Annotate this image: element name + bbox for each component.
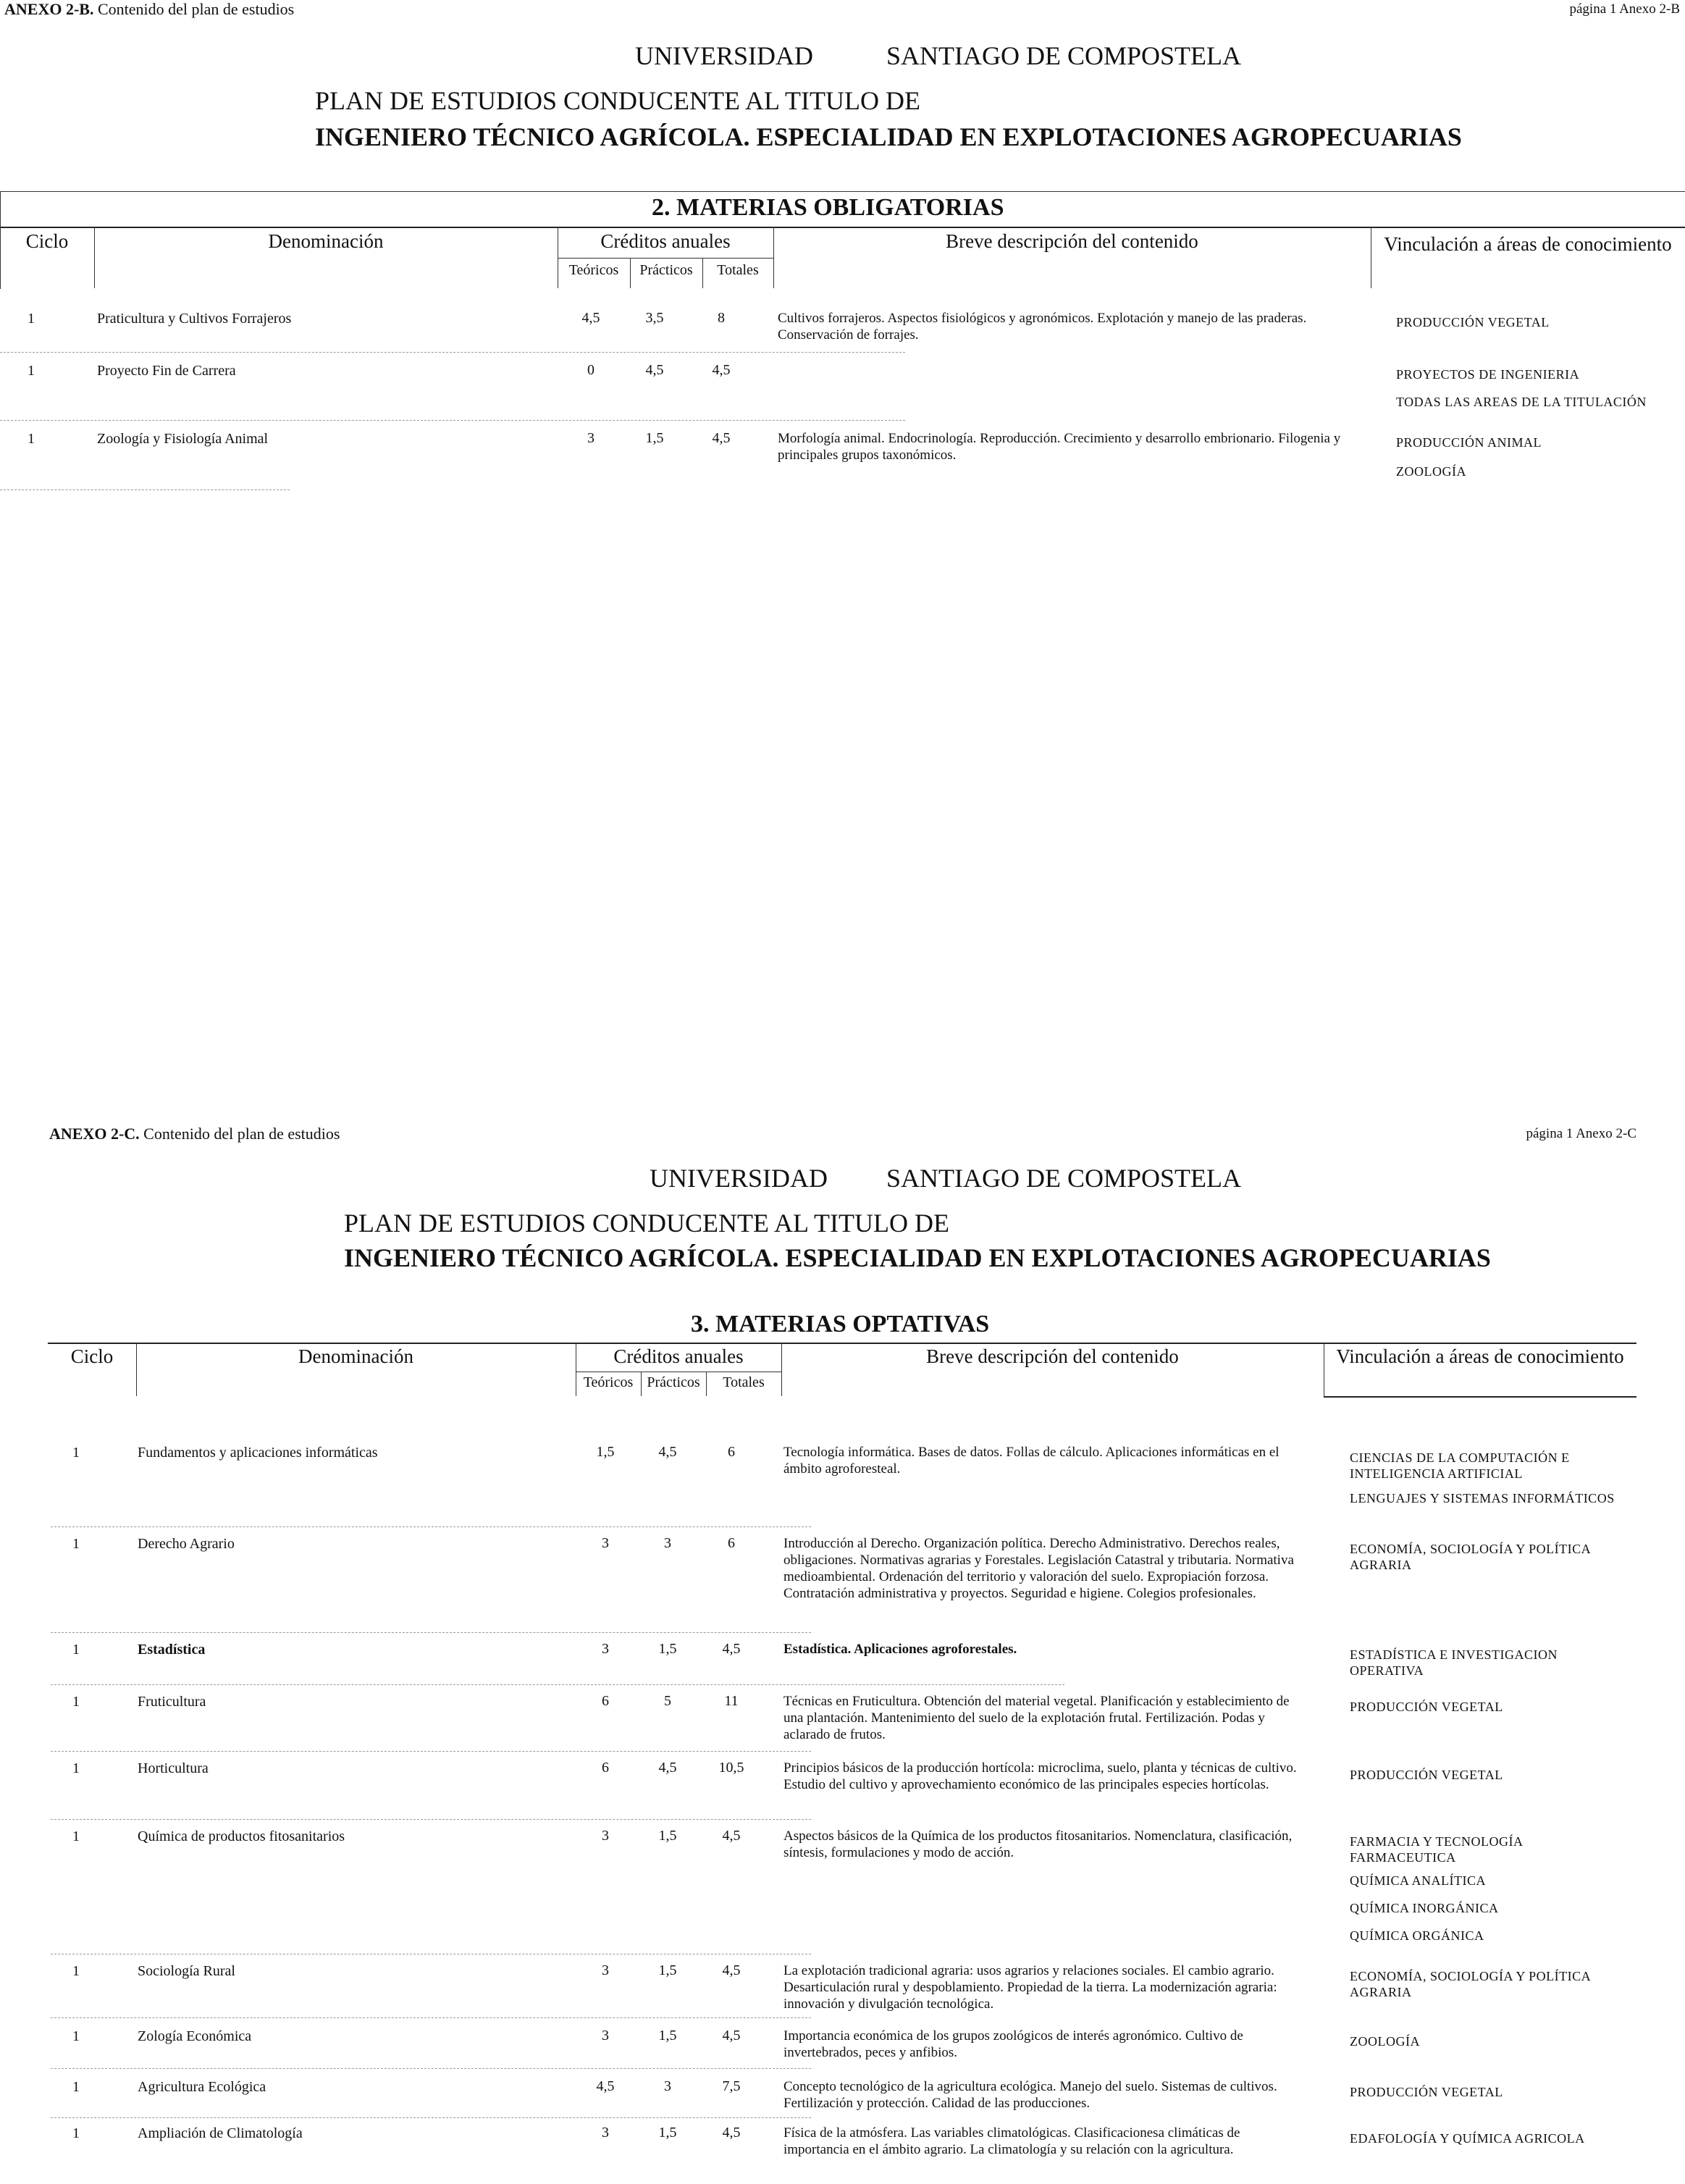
row-teoricos: 4,5 [596, 2078, 615, 2094]
row-totales: 10,5 [718, 1760, 744, 1776]
col-descripcion: Breve descripción del contenido [926, 1345, 1179, 1367]
row-name: Proyecto Fin de Carrera [97, 363, 236, 379]
row-area: PRODUCCIÓN VEGETAL [1350, 1700, 1503, 1714]
col-vinculacion: Vinculación a áreas de conocimiento [1384, 233, 1672, 255]
row-description: Cultivos forrajeros. Aspectos fisiológicos y agronómicos. Explotación y manejo de las praderas. Conservación de forrajes. [778, 311, 1307, 343]
row-totales: 4,5 [722, 2028, 741, 2044]
row-description: La explotación tradicional agraria: usos agrarios y relaciones sociales. El cambio agrario. Desarticulación rural y despoblamiento. Propiedad de la tierra. La modernización agraria: innovación y divulgación tecnológica. [783, 1963, 1277, 2012]
degree-title: INGENIERO TÉCNICO AGRÍCOLA. ESPECIALIDAD EN EXPLOTACIONES AGROPECUARIAS [344, 1243, 1491, 1272]
col-teoricos: Teóricos [583, 1374, 634, 1390]
row-name: Estadística [138, 1642, 206, 1658]
row-ciclo: 1 [28, 363, 35, 379]
row-teoricos: 3 [602, 1641, 609, 1657]
col-vinculacion: Vinculación a áreas de conocimiento [1336, 1345, 1624, 1367]
row-totales: 4,5 [712, 362, 731, 378]
row-name: Ampliación de Climatología [138, 2125, 303, 2141]
degree-title: INGENIERO TÉCNICO AGRÍCOLA. ESPECIALIDAD EN EXPLOTACIONES AGROPECUARIAS [315, 122, 1462, 151]
row-divider [51, 1526, 811, 1527]
row-teoricos: 1,5 [596, 1444, 615, 1460]
header-rule [48, 1343, 1636, 1344]
annex-code: ANEXO 2-B. [4, 0, 94, 18]
row-area: PRODUCCIÓN VEGETAL [1396, 315, 1550, 329]
col-practicos: Prácticos [647, 1374, 700, 1390]
annex-header [49, 1125, 340, 1143]
row-area: PRODUCCIÓN ANIMAL [1396, 435, 1542, 450]
row-divider [51, 1632, 811, 1633]
row-divider [0, 352, 905, 353]
row-divider [51, 2117, 811, 2118]
section-title: 3. MATERIAS OPTATIVAS [691, 1311, 990, 1337]
row-description: Tecnología informática. Bases de datos. Follas de cálculo. Aplicaciones informáticas en el ámbito agroforesteal. [783, 1445, 1279, 1477]
row-description: Importancia económica de los grupos zoológicos de interés agronómico. Cultivo de invertebrados, peces y anfibios. [783, 2028, 1243, 2060]
row-name: Química de productos fitosanitarios [138, 1828, 345, 1844]
col-ciclo: Ciclo [25, 230, 69, 252]
row-area: PRODUCCIÓN VEGETAL [1350, 1768, 1503, 1782]
row-practicos: 1,5 [658, 2125, 677, 2141]
row-divider [0, 420, 905, 421]
header-rule [0, 227, 1685, 228]
row-area: ZOOLOGÍA [1350, 2034, 1420, 2049]
col-totales: Totales [723, 1374, 765, 1390]
row-totales: 11 [724, 1693, 739, 1709]
row-practicos: 3,5 [645, 310, 664, 326]
row-teoricos: 3 [587, 430, 594, 446]
row-ciclo: 1 [72, 1828, 80, 1844]
row-ciclo: 1 [72, 1694, 80, 1710]
row-area: LENGUAJES Y SISTEMAS INFORMÁTICOS [1350, 1491, 1615, 1505]
row-practicos: 5 [664, 1693, 671, 1709]
row-area: ECONOMÍA, SOCIOLOGÍA Y POLÍTICA AGRARIA [1350, 1969, 1591, 1999]
row-totales: 6 [728, 1535, 735, 1551]
row-teoricos: 3 [602, 1535, 609, 1551]
university-name: SANTIAGO DE COMPOSTELA [886, 41, 1242, 70]
university-label: UNIVERSIDAD [635, 41, 813, 70]
row-area: PROYECTOS DE INGENIERIA [1396, 367, 1580, 382]
row-totales: 8 [718, 310, 725, 326]
row-totales: 4,5 [722, 2125, 741, 2141]
row-teoricos: 3 [602, 1962, 609, 1978]
row-name: Sociología Rural [138, 1963, 235, 1979]
plan-line: PLAN DE ESTUDIOS CONDUCENTE AL TITULO DE [315, 86, 920, 115]
university-label: UNIVERSIDAD [650, 1164, 828, 1193]
row-area: TODAS LAS AREAS DE LA TITULACIÓN [1396, 395, 1647, 409]
row-area: ESTADÍSTICA E INVESTIGACION OPERATIVA [1350, 1647, 1558, 1678]
plan-line: PLAN DE ESTUDIOS CONDUCENTE AL TITULO DE [344, 1209, 949, 1238]
row-totales: 4,5 [722, 1828, 741, 1844]
row-teoricos: 3 [602, 2028, 609, 2044]
row-practicos: 1,5 [658, 1962, 677, 1978]
row-practicos: 3 [664, 2078, 671, 2094]
table-top-rule [0, 191, 1685, 192]
row-teoricos: 3 [602, 1828, 609, 1844]
row-area: QUÍMICA ANALÍTICA [1350, 1873, 1486, 1888]
row-teoricos: 6 [602, 1693, 609, 1709]
row-practicos: 1,5 [658, 2028, 677, 2044]
col-practicos: Prácticos [639, 262, 693, 278]
col-creditos: Créditos anuales [613, 1345, 744, 1367]
row-description: Morfología animal. Endocrinología. Reproducción. Crecimiento y desarrollo embrionario. Filogenia y principales grupos taxonómicos. [778, 431, 1341, 463]
row-ciclo: 1 [72, 2079, 80, 2095]
row-practicos: 1,5 [645, 430, 664, 446]
row-ciclo: 1 [72, 2125, 80, 2141]
row-totales: 4,5 [722, 1962, 741, 1978]
row-name: Horticultura [138, 1760, 209, 1776]
row-divider [51, 2068, 811, 2069]
row-practicos: 1,5 [658, 1828, 677, 1844]
row-practicos: 4,5 [658, 1760, 677, 1776]
row-practicos: 4,5 [645, 362, 664, 378]
annex-description: Contenido del plan de estudios [143, 1125, 340, 1143]
university-name: SANTIAGO DE COMPOSTELA [886, 1164, 1242, 1193]
row-area: EDAFOLOGÍA Y QUÍMICA AGRICOLA [1350, 2131, 1585, 2146]
row-teoricos: 0 [587, 362, 594, 378]
row-area: FARMACIA Y TECNOLOGÍA FARMACEUTICA [1350, 1834, 1523, 1865]
annex-code: ANEXO 2-C. [49, 1125, 140, 1143]
row-description: Principios básicos de la producción hortícola: microclima, suelo, planta y técnicas de cultivo. Estudio del cultivo y aprovechamiento económico de las principales especies hortícolas. [783, 1760, 1297, 1792]
annex-header [4, 0, 294, 19]
row-name: Praticultura y Cultivos Forrajeros [97, 311, 292, 327]
row-description: Aspectos básicos de la Química de los productos fitosanitarios. Nomenclatura, clasificación, síntesis, formulaciones y modo de acción. [783, 1828, 1293, 1860]
row-ciclo: 1 [72, 2028, 80, 2044]
row-teoricos: 3 [602, 2125, 609, 2141]
row-name: Zología Económica [138, 2028, 252, 2044]
col-denominacion: Denominación [298, 1345, 413, 1367]
row-ciclo: 1 [72, 1536, 80, 1552]
row-practicos: 4,5 [658, 1444, 677, 1460]
row-divider [51, 1684, 1064, 1685]
row-name: Agricultura Ecológica [138, 2079, 266, 2095]
row-ciclo: 1 [72, 1445, 80, 1461]
row-ciclo: 1 [72, 1963, 80, 1979]
row-divider [51, 1751, 811, 1752]
row-area: QUÍMICA ORGÁNICA [1350, 1928, 1484, 1943]
row-area: CIENCIAS DE LA COMPUTACIÓN E INTELIGENCIA ARTIFICIAL [1350, 1450, 1570, 1481]
row-name: Fundamentos y aplicaciones informáticas [138, 1445, 378, 1461]
row-name: Zoología y Fisiología Animal [97, 431, 269, 447]
row-ciclo: 1 [28, 311, 35, 327]
row-totales: 4,5 [712, 430, 731, 446]
row-practicos: 1,5 [658, 1641, 677, 1657]
row-area: ZOOLOGÍA [1396, 464, 1466, 479]
row-ciclo: 1 [72, 1760, 80, 1776]
row-totales: 6 [728, 1444, 735, 1460]
row-area: PRODUCCIÓN VEGETAL [1350, 2085, 1503, 2099]
row-totales: 4,5 [722, 1641, 741, 1657]
col-denominacion: Denominación [268, 230, 384, 252]
row-divider [51, 1819, 811, 1820]
col-creditos: Créditos anuales [600, 230, 731, 252]
row-area: ECONOMÍA, SOCIOLOGÍA Y POLÍTICA AGRARIA [1350, 1542, 1591, 1572]
row-totales: 7,5 [722, 2078, 741, 2094]
row-divider [1324, 1396, 1636, 1398]
page-number: página 1 Anexo 2-C [1526, 1126, 1636, 1141]
row-description: Técnicas en Fruticultura. Obtención del material vegetal. Planificación y establecimiento de una plantación. Mantenimiento del suelo de la explotación frutal. Fertilización. Podas y aclarado de frutos. [783, 1694, 1290, 1742]
row-teoricos: 4,5 [581, 310, 600, 326]
row-ciclo: 1 [72, 1642, 80, 1658]
row-teoricos: 6 [602, 1760, 609, 1776]
row-divider [51, 2017, 811, 2018]
row-description: Física de la atmósfera. Las variables climatológicas. Clasificacionesa climáticas de importancia en el ámbito agrario. La climatología y su relación con la agricultura. [783, 2125, 1240, 2157]
col-ciclo: Ciclo [70, 1345, 114, 1367]
col-totales: Totales [717, 262, 759, 278]
col-descripcion: Breve descripción del contenido [946, 230, 1198, 252]
page-number: página 1 Anexo 2-B [1569, 1, 1680, 17]
row-name: Fruticultura [138, 1694, 206, 1710]
row-ciclo: 1 [28, 431, 35, 447]
row-description: Estadística. Aplicaciones agroforestales. [783, 1642, 1017, 1657]
section-title: 2. MATERIAS OBLIGATORIAS [652, 194, 1004, 221]
row-area: QUÍMICA INORGÁNICA [1350, 1901, 1499, 1915]
row-practicos: 3 [664, 1535, 671, 1551]
annex-description: Contenido del plan de estudios [97, 0, 295, 18]
row-description: Concepto tecnológico de la agricultura ecológica. Manejo del suelo. Sistemas de cultivos. Fertilización y protección. Calidad de las producciones. [783, 2079, 1277, 2111]
col-teoricos: Teóricos [568, 262, 619, 278]
row-name: Derecho Agrario [138, 1536, 235, 1552]
row-divider [558, 258, 773, 259]
row-description: Introducción al Derecho. Organización política. Derecho Administrativo. Derechos reales, obligaciones. Normativas agrarias y Forestales. Legislación Catastral y tributaria. Normativa medioambiental. Ordenación del territorio y valoración del suelo. Expropiación forzosa. Contratación administrativa y proyectos. Seguridad e higiene. Colegios profesionales. [783, 1536, 1294, 1601]
